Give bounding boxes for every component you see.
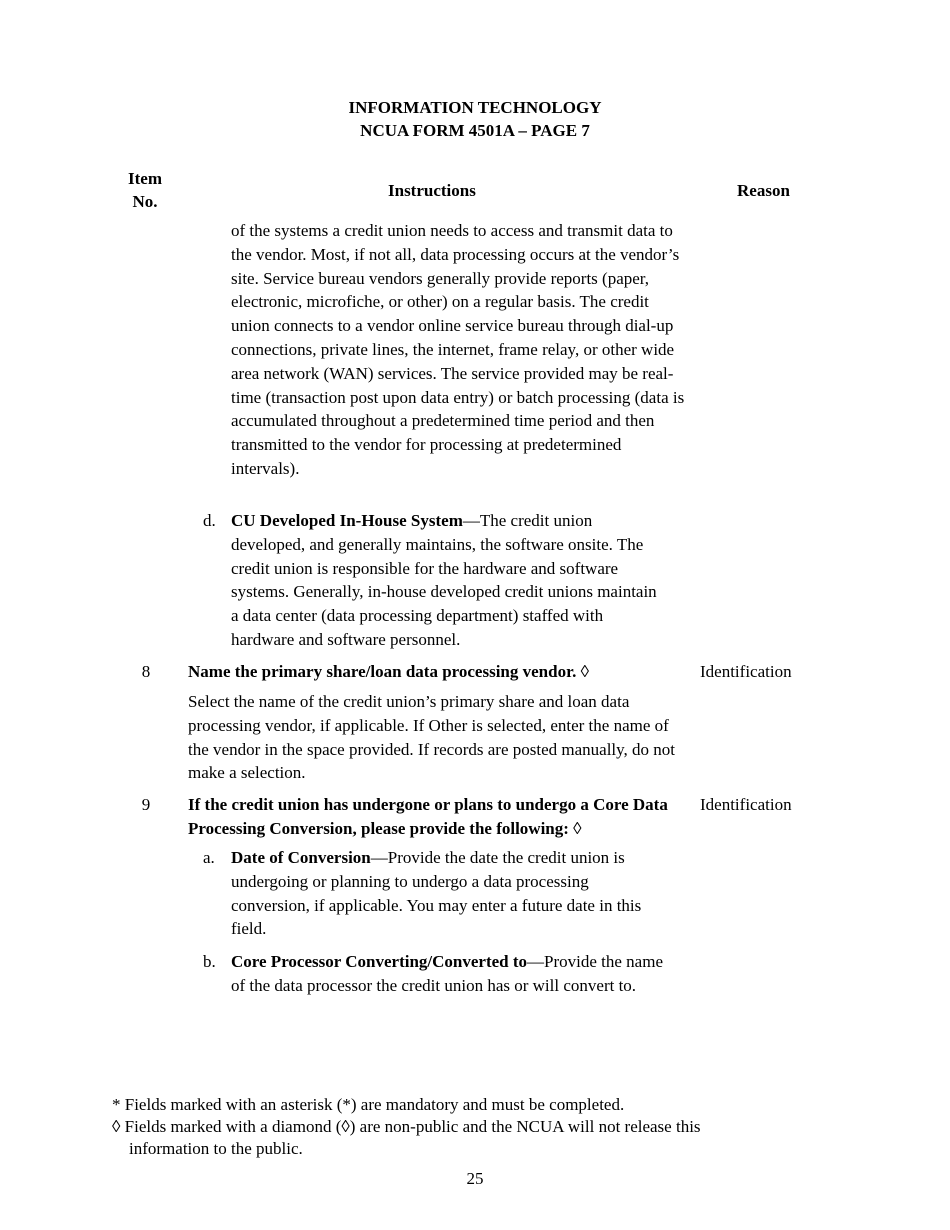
item-8-reason: Identification (700, 662, 792, 681)
subitem-9a-text: —Provide the date the credit union is undergoing or planning to undergo a data processing conversion, if applicable. You may enter a future date in this field. (231, 848, 642, 939)
subitem-9b-title: Core Processor Converting/Converted to (231, 952, 528, 971)
item-8-number: 8 (141, 662, 151, 681)
item-9-heading: If the credit union has undergone or plans to undergo a Core Data Processing Conversion, please provide the following: ◊ (188, 795, 668, 838)
page-number: 25 (466, 1169, 484, 1188)
subitem-9b-text: —Provide the name of the data processor the credit union has or will convert to. (231, 952, 663, 995)
subitem-9a-label: a. (203, 848, 215, 867)
column-header-item-no-line2: No. (132, 192, 158, 211)
subitem-d-label: d. (203, 511, 216, 530)
page-subtitle: NCUA FORM 4501A – PAGE 7 (360, 121, 590, 140)
subitem-9a-paragraph (231, 846, 667, 941)
footnote-diamond-line1: ◊ Fields marked with a diamond (◊) are non-public and the NCUA will not release this (112, 1117, 701, 1136)
page-title: INFORMATION TECHNOLOGY (348, 98, 602, 117)
continuation-paragraph: of the systems a credit union needs to access and transmit data to the vendor. Most, if not all, data processing occurs at the vendor’s site. Service bureau vendors generally provide reports (paper, electronic, microfiche, or other) on a regular basis. The credit union connects to a vendor online service bureau through dial-up connections, private lines, the internet, frame relay, or other wide area network (WAN) services. The service provided may be real-time (transaction post upon data entry) or batch processing (data is accumulated throughout a predetermined time period and then transmitted to the vendor for processing at predetermined intervals). (231, 221, 685, 478)
subitem-9a-title: Date of Conversion (231, 848, 371, 867)
subitem-d-text: —The credit union developed, and generally maintains, the software onsite. The credit union is responsible for the hardware and software systems. Generally, in-house developed credit unions maintain a data center (data processing department) staffed with hardware and software personnel. (231, 511, 657, 649)
column-header-reason: Reason (737, 181, 790, 200)
item-8-body: Select the name of the credit union’s primary share and loan data processing vendor, if applicable. If Other is selected, enter the name of the vendor in the space provided. If records are posted manually, do not make a selection. (188, 692, 676, 783)
footnote-diamond-line2: information to the public. (129, 1139, 303, 1158)
column-header-item-no-line1: Item (128, 169, 162, 188)
column-header-item-no (115, 167, 175, 213)
subitem-d-paragraph (231, 509, 667, 652)
item-8-heading: Name the primary share/loan data processing vendor. ◊ (188, 662, 589, 681)
subitem-9b-paragraph (231, 950, 671, 998)
item-9-number: 9 (141, 795, 151, 814)
item-9-reason: Identification (700, 795, 792, 814)
footnote-asterisk: * Fields marked with an asterisk (*) are mandatory and must be completed. (112, 1095, 625, 1114)
column-header-instructions: Instructions (388, 181, 476, 200)
subitem-9b-label: b. (203, 952, 216, 971)
subitem-d-title: CU Developed In-House System (231, 511, 463, 530)
